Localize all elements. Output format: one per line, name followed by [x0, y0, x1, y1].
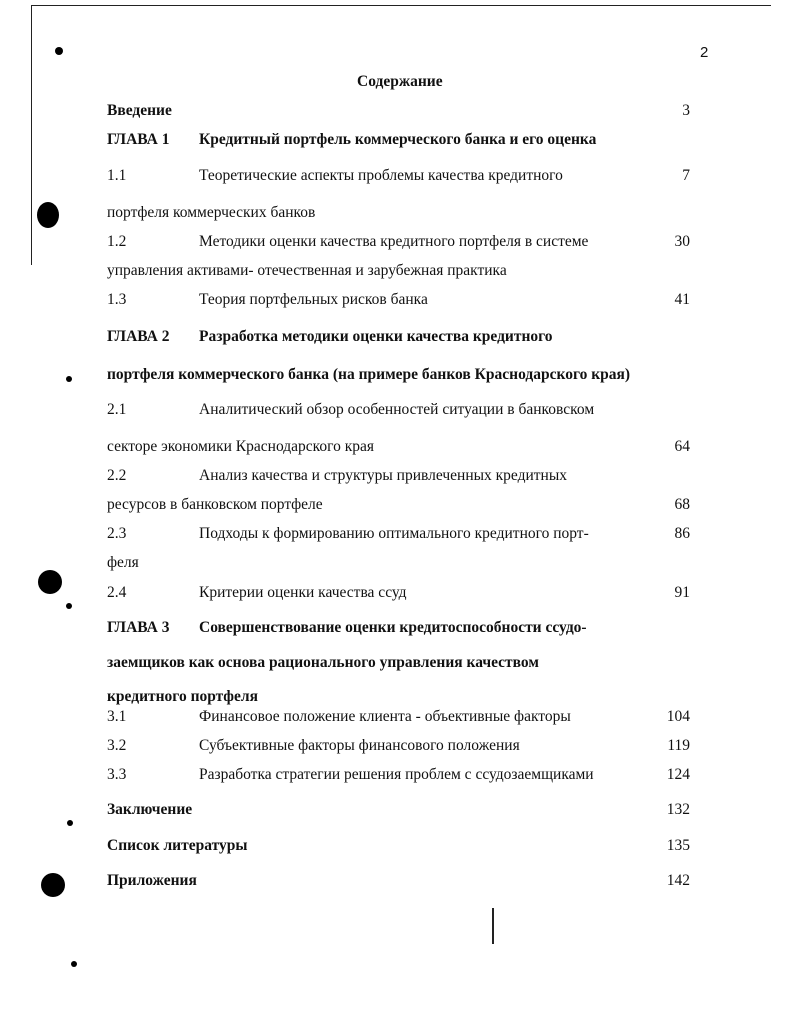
toc-intro-label: Введение — [107, 102, 172, 119]
toc-1-1-label: 1.1 — [107, 167, 127, 184]
punch-hole-mark — [66, 376, 72, 382]
toc-chapter1-title: Кредитный портфель коммерческого банка и его оценка — [199, 131, 597, 148]
toc-chapter3-title-cont: заемщиков как основа рационального управления качеством — [107, 654, 539, 671]
toc-2-2-label: 2.2 — [107, 467, 127, 484]
toc-2-3-page: 86 — [674, 525, 690, 542]
toc-1-3-page: 41 — [674, 291, 690, 308]
toc-3-1-page: 104 — [666, 708, 690, 725]
scan-mark-bottom — [492, 908, 494, 944]
toc-conclusion-label: Заключение — [107, 801, 193, 818]
toc-chapter2-label: ГЛАВА 2 — [107, 328, 170, 345]
toc-bibliography-page: 135 — [666, 837, 690, 854]
toc-chapter3-label: ГЛАВА 3 — [107, 619, 170, 636]
toc-2-4-title: Критерии оценки качества ссуд — [199, 584, 407, 601]
toc-2-3-title: Подходы к формированию оптимального кредитного порт- — [199, 525, 589, 542]
toc-1-1-title-cont: портфеля коммерческих банков — [107, 204, 316, 221]
toc-3-1-title: Финансовое положение клиента - объективные факторы — [199, 708, 571, 725]
punch-hole-mark — [55, 47, 63, 55]
toc-chapter2-title-cont: портфеля коммерческого банка (на примере банков Краснодарского края) — [107, 366, 631, 383]
toc-conclusion-page: 132 — [666, 801, 690, 818]
punch-hole-mark — [38, 570, 62, 594]
punch-hole-mark — [66, 603, 72, 609]
punch-hole-mark — [37, 202, 59, 228]
scan-border-left — [31, 5, 32, 265]
toc-3-1-label: 3.1 — [107, 708, 127, 725]
punch-hole-mark — [41, 873, 65, 897]
toc-2-3-title-cont: феля — [107, 554, 139, 571]
punch-hole-mark — [71, 961, 77, 967]
toc-1-3-label: 1.3 — [107, 291, 127, 308]
toc-2-1-title-cont: секторе экономики Краснодарского края — [107, 438, 375, 455]
scan-border-top — [31, 5, 771, 6]
toc-2-1-title: Аналитический обзор особенностей ситуации в банковском — [199, 401, 595, 418]
toc-1-2-page: 30 — [674, 233, 690, 250]
toc-2-2-title-cont: ресурсов в банковском портфеле — [107, 496, 323, 513]
toc-3-3-label: 3.3 — [107, 766, 127, 783]
toc-2-1-page: 64 — [674, 438, 690, 455]
toc-intro-page: 3 — [682, 102, 690, 119]
toc-1-2-title-cont: управления активами- отечественная и зарубежная практика — [107, 262, 507, 279]
toc-bibliography-label: Список литературы — [107, 837, 248, 854]
toc-chapter1-label: ГЛАВА 1 — [107, 131, 170, 148]
toc-3-2-label: 3.2 — [107, 737, 127, 754]
punch-hole-mark — [67, 820, 73, 826]
toc-3-2-title: Субъективные факторы финансового положения — [199, 737, 520, 754]
toc-2-2-title: Анализ качества и структуры привлеченных кредитных — [199, 467, 568, 484]
toc-chapter3-title: Совершенствование оценки кредитоспособности ссудо- — [199, 619, 587, 636]
toc-2-1-label: 2.1 — [107, 401, 127, 418]
toc-2-4-page: 91 — [674, 584, 690, 601]
toc-1-2-label: 1.2 — [107, 233, 127, 250]
toc-3-3-page: 124 — [666, 766, 690, 783]
toc-1-1-page: 7 — [682, 167, 690, 184]
toc-chapter2-title: Разработка методики оценки качества кредитного — [199, 328, 553, 345]
toc-3-2-page: 119 — [667, 737, 690, 754]
toc-1-3-title: Теория портфельных рисков банка — [199, 291, 428, 308]
toc-chapter3-title-cont2: кредитного портфеля — [107, 688, 258, 705]
toc-2-2-page: 68 — [674, 496, 690, 513]
toc-appendices-page: 142 — [666, 872, 690, 889]
page-title: Содержание — [357, 73, 443, 90]
toc-1-1-title: Теоретические аспекты проблемы качества кредитного — [199, 167, 563, 184]
toc-2-3-label: 2.3 — [107, 525, 127, 542]
toc-1-2-title: Методики оценки качества кредитного портфеля в системе — [199, 233, 589, 250]
toc-appendices-label: Приложения — [107, 872, 197, 889]
toc-3-3-title: Разработка стратегии решения проблем с ссудозаемщиками — [199, 766, 594, 783]
toc-2-4-label: 2.4 — [107, 584, 127, 601]
page-number: 2 — [700, 44, 709, 61]
